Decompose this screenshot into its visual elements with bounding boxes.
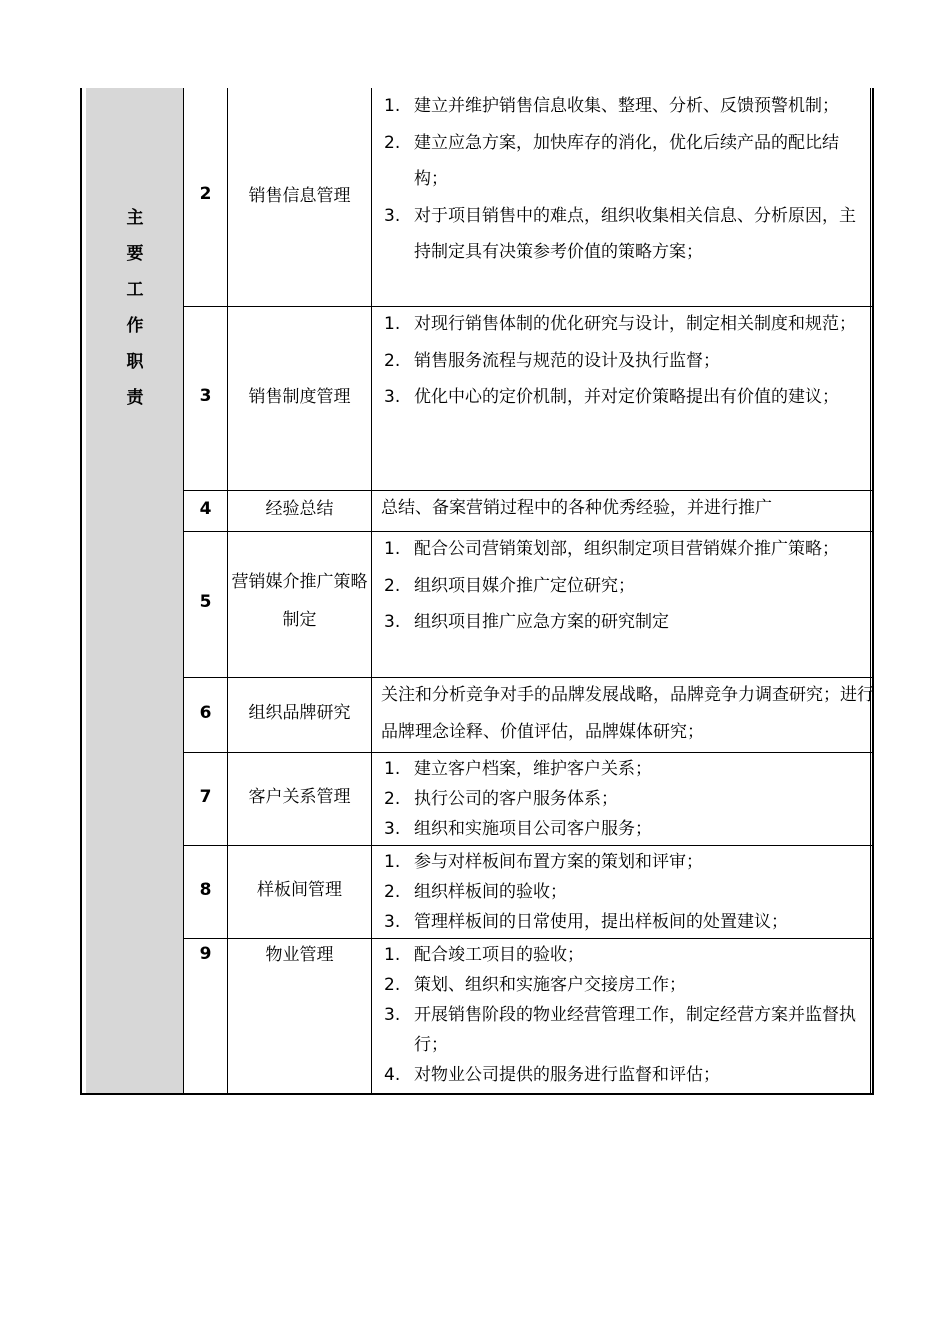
side-label-char: 要: [126, 244, 144, 264]
list-item: 3. 组织和实施项目公司客户服务；: [384, 819, 652, 839]
list-item: 1. 建立客户档案，维护客户关系；: [384, 759, 652, 779]
row-content: 关注和分析竞争对手的品牌发展战略，品牌竞争力调查研究；进行品牌理念诠释、价值评估，品牌媒体研究；: [381, 685, 874, 742]
table-row: [184, 531, 872, 677]
table-row: [184, 845, 872, 938]
list-item: 2. 组织项目媒介推广定位研究；: [384, 575, 635, 596]
side-label-char: 主: [126, 208, 144, 228]
side-label-char: 工: [126, 280, 144, 300]
row-number: 5: [199, 592, 212, 612]
row-content: 总结、备案营销过程中的各种优秀经验，并进行推广: [381, 498, 772, 518]
list-item: 1. 对现行销售体制的优化研究与设计，制定相关制度和规范；: [384, 314, 856, 334]
list-item: 1. 参与对样板间布置方案的策划和评审；: [384, 852, 703, 872]
row-name: 物业管理: [265, 945, 334, 965]
side-label-char: 责: [126, 388, 144, 408]
list-item: 1. 配合竣工项目的验收；: [384, 945, 584, 965]
row-number: 8: [199, 880, 212, 900]
side-label-cell: [86, 88, 184, 1093]
side-label-char: 职: [126, 352, 144, 372]
list-item: 2. 销售服务流程与规范的设计及执行监督；: [384, 350, 720, 371]
list-item: 3. 组织项目推广应急方案的研究制定: [384, 612, 669, 632]
list-item: 4. 对物业公司提供的服务进行监督和评估；: [384, 1065, 720, 1085]
row-name: 组织品牌研究: [248, 703, 351, 723]
list-item: 3. 开展销售阶段的物业经营管理工作，制定经营方案并监督执行；: [384, 1005, 856, 1055]
row-name: 销售制度管理: [248, 387, 351, 407]
list-item: 2. 策划、组织和实施客户交接房工作；: [384, 975, 686, 995]
row-content: [372, 306, 868, 416]
row-name: 经验总结: [265, 499, 334, 519]
row-name: 营销媒介推广策略制定: [231, 572, 368, 630]
row-name: 样板间管理: [257, 880, 342, 900]
table-row: [184, 306, 872, 490]
row-content: [372, 940, 868, 1090]
table-row: [184, 752, 872, 845]
row-content: [372, 531, 868, 641]
side-label: [86, 200, 184, 416]
table-row: [184, 677, 872, 752]
list-item: 2. 建立应急方案，加快库存的消化，优化后续产品的配比结构；: [384, 132, 839, 189]
list-item: 1. 配合公司营销策划部，组织制定项目营销媒介推广策略；: [384, 539, 839, 559]
list-item: 3. 管理样板间的日常使用，提出样板间的处置建议；: [384, 912, 788, 932]
row-number: 6: [199, 703, 212, 723]
side-label-char: 作: [126, 316, 144, 336]
row-number: 3: [199, 386, 212, 406]
table-row: [184, 938, 872, 1093]
row-number: 7: [199, 787, 212, 807]
row-content: [372, 88, 868, 271]
row-content: [372, 754, 868, 844]
row-number: 9: [199, 944, 212, 964]
list-item: 2. 组织样板间的验收；: [384, 882, 567, 902]
row-number: 4: [199, 499, 212, 519]
row-number: 2: [199, 184, 212, 204]
row-name: 销售信息管理: [248, 186, 351, 206]
list-item: 3. 优化中心的定价机制，并对定价策略提出有价值的建议；: [384, 387, 839, 407]
table-row: [184, 88, 872, 306]
row-content: [372, 847, 868, 937]
row-name: 客户关系管理: [248, 787, 351, 807]
list-item: 3. 对于项目销售中的难点，组织收集相关信息、分析原因，主持制定具有决策参考价值的策略方案；: [384, 205, 856, 262]
list-item: 2. 执行公司的客户服务体系；: [384, 789, 618, 809]
table-row: [184, 490, 872, 531]
list-item: 1. 建立并维护销售信息收集、整理、分析、反馈预警机制；: [384, 96, 839, 116]
